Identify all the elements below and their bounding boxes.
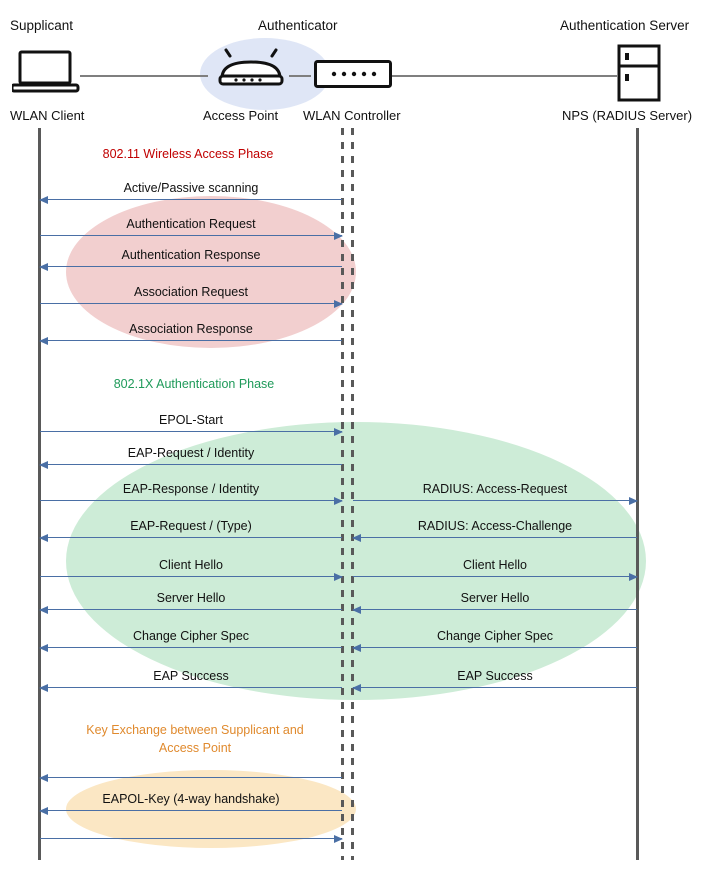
message-label: Authentication Response [121,248,261,262]
message-line [353,537,637,538]
arrow-left-icon [352,644,361,652]
arrow-left-icon [39,774,48,782]
message-line [40,340,342,341]
message-line [40,576,342,577]
message-line [40,647,342,648]
arrow-right-icon [629,497,638,505]
message-label: Server Hello [156,591,226,605]
arrow-left-icon [39,337,48,345]
message-label: Association Response [129,322,253,336]
arrow-right-icon [334,428,343,436]
arrow-right-icon [334,835,343,843]
message-line [40,199,342,200]
arrow-left-icon [39,606,48,614]
message-line [40,777,342,778]
arrow-left-icon [352,606,361,614]
node-label-access-point: Access Point [203,108,279,123]
access-point-icon [216,48,286,90]
message-label: EAP-Response / Identity [122,482,260,496]
arrow-right-icon [334,232,343,240]
message-line [353,687,637,688]
message-label: Active/Passive scanning [123,181,259,195]
message-label: Server Hello [460,591,530,605]
arrow-left-icon [39,263,48,271]
role-label-authentication-server: Authentication Server [560,18,690,33]
arrow-left-icon [39,644,48,652]
message-label: Change Cipher Spec [436,629,554,643]
node-label-nps-radius: NPS (RADIUS Server) [562,108,693,123]
arrow-right-icon [334,300,343,308]
laptop-icon [12,50,80,94]
message-label: RADIUS: Access-Request [422,482,568,496]
connector-ap-to-controller [289,75,311,77]
key-exchange-phase-ellipse [66,770,356,848]
message-line [40,838,342,839]
phase-title-wireless-access: 802.11 Wireless Access Phase [102,147,274,161]
arrow-left-icon [39,534,48,542]
message-line [40,810,342,811]
wlan-controller-icon [314,60,392,88]
message-label: Authentication Request [126,217,256,231]
message-line [353,609,637,610]
arrow-right-icon [629,573,638,581]
connector-client-to-ap [80,75,208,77]
node-label-wlan-client: WLAN Client [10,108,85,123]
message-label: RADIUS: Access-Challenge [417,519,573,533]
message-label: Change Cipher Spec [132,629,250,643]
role-label-authenticator: Authenticator [258,18,338,33]
node-label-wlan-controller: WLAN Controller [303,108,401,123]
message-line [353,576,637,577]
arrow-right-icon [334,497,343,505]
message-label: Association Request [134,285,248,299]
message-line [40,235,342,236]
role-label-supplicant: Supplicant [10,18,74,33]
phase-title-key-exchange: Key Exchange between Supplicant and Access Point [86,723,304,756]
message-line [40,500,342,501]
arrow-left-icon [352,534,361,542]
arrow-left-icon [352,684,361,692]
message-line [40,687,342,688]
message-label: EPOL-Start [159,413,223,427]
message-label: EAP Success [153,669,229,683]
server-icon [617,44,661,102]
message-line [40,464,342,465]
arrow-left-icon [39,461,48,469]
message-line [40,431,342,432]
message-line [40,537,342,538]
message-label: EAP-Request / Identity [127,446,255,460]
arrow-left-icon [39,196,48,204]
message-line [40,266,342,267]
message-label: EAPOL-Key (4-way handshake) [102,792,280,806]
message-label: EAP Success [457,669,533,683]
connector-controller-to-server [392,75,617,77]
message-label: Client Hello [159,558,223,572]
arrow-left-icon [39,807,48,815]
arrow-right-icon [334,573,343,581]
phase-title-dot1x: 802.1X Authentication Phase [113,377,275,391]
message-label: Client Hello [463,558,527,572]
message-line [353,647,637,648]
message-label: EAP-Request / (Type) [130,519,252,533]
arrow-left-icon [39,684,48,692]
message-line [40,303,342,304]
message-line [40,609,342,610]
message-line [353,500,637,501]
